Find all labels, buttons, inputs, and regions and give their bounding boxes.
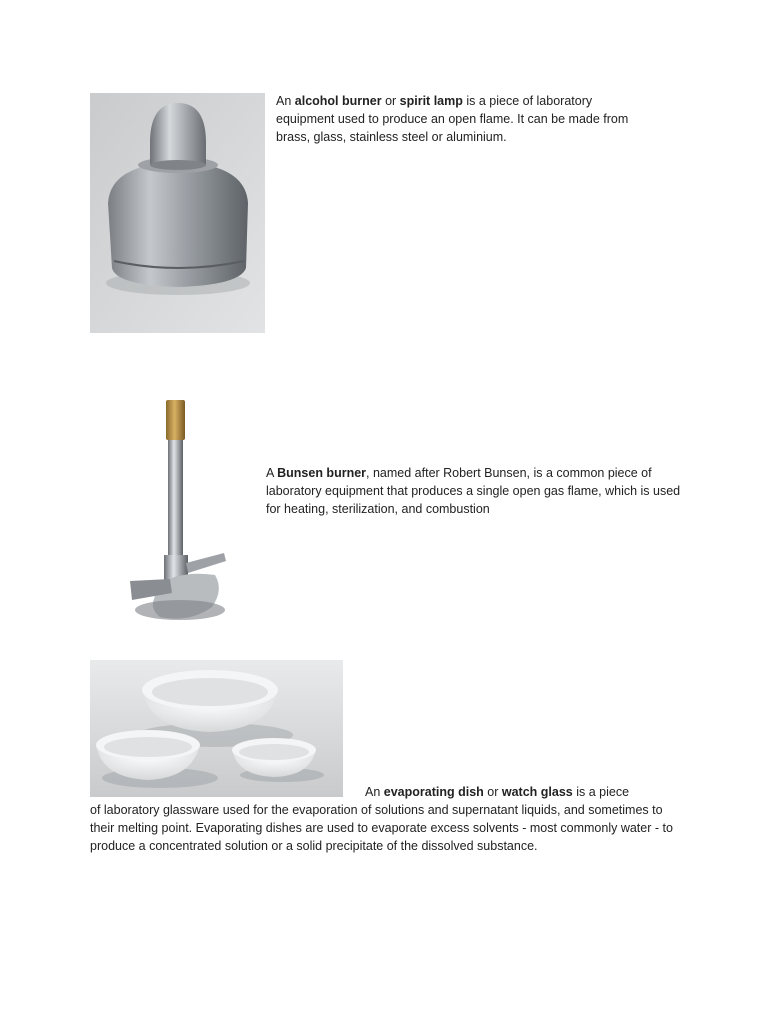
bunsen-burner-description: A Bunsen burner, named after Robert Bunsen, is a common piece of laboratory equipment that produces a single open gas flame, which is used for heating, sterilization, and combustion: [266, 466, 681, 516]
term-watch-glass: watch glass: [501, 785, 573, 799]
evaporating-dishes-image: [90, 660, 343, 797]
bunsen-burner-image: [120, 395, 230, 630]
term-bunsen-burner: Bunsen burner: [277, 466, 367, 480]
alcohol-burner-image: [90, 93, 265, 333]
alcohol-burner-description: An alcohol burner or spirit lamp is a piece of laboratory equipment used to produce an open flame. It can be made from brass, glass, stainless steel or aluminium.: [276, 94, 629, 144]
term-spirit-lamp: spirit lamp: [399, 94, 463, 108]
term-evaporating-dish: evaporating dish: [383, 785, 484, 799]
evaporating-dish-description: of laboratory glassware used for the evaporation of solutions and supernatant liquids, and sometimes to their melting point. Evaporating dishes are used to evaporate excess solvents - most commonly water - to produce a concentrated solution or a solid precipitate of the dissolved substance.: [90, 803, 673, 853]
term-alcohol-burner: alcohol burner: [294, 94, 382, 108]
evaporating-dish-first-line: An evaporating dish or watch glass is a piece: [365, 785, 630, 799]
